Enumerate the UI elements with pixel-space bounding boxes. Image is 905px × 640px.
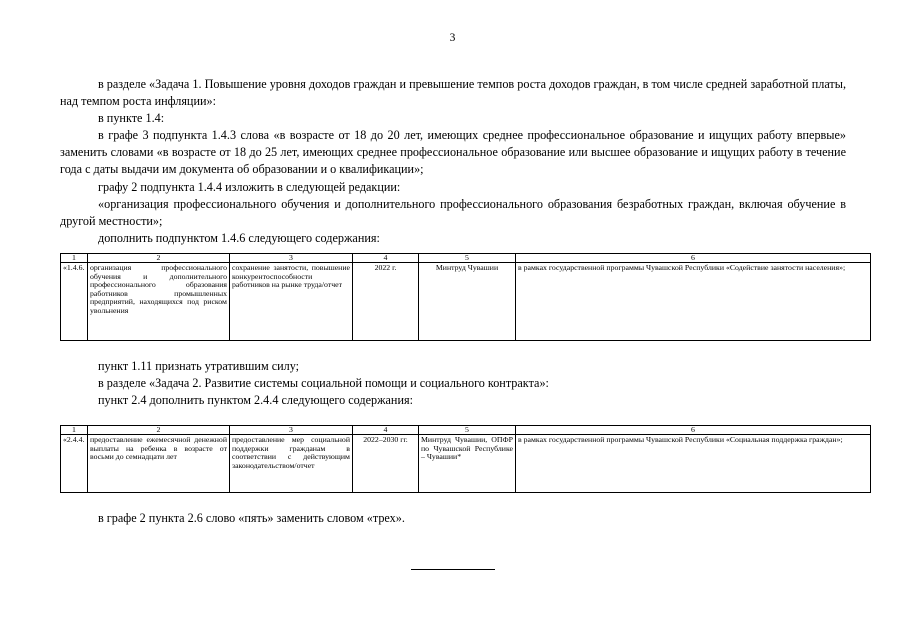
table-row <box>61 263 871 341</box>
column-header: 5 <box>419 426 516 435</box>
expected-result: сохранение занятости, повышение конкурентоспособности работников на рынке труда/отчет <box>230 263 353 341</box>
funding-source: в рамках государственной программы Чувашской Республики «Содействие занятости населения»; <box>516 263 871 341</box>
table-header-row <box>61 426 871 435</box>
text-block-1 <box>60 76 846 247</box>
paragraph: «организация профессионального обучения и дополнительного профессионального образования безработных граждан, включая обучение в другой местности»; <box>60 196 846 228</box>
column-header: 4 <box>353 254 419 263</box>
column-header: 6 <box>516 254 871 263</box>
column-header: 2 <box>88 426 230 435</box>
paragraph: в разделе «Задача 2. Развитие системы социальной помощи и социального контракта»: <box>98 376 549 391</box>
column-header: 1 <box>61 426 88 435</box>
amendment-table-1 <box>60 253 871 341</box>
paragraph: пункт 1.11 признать утратившим силу; <box>98 359 300 373</box>
paragraph: в графе 3 подпункта 1.4.3 слова «в возрасте от 18 до 20 лет, имеющих среднее профессиональное образование и ищущих работу впервые» заменить словами «в возрасте от 18 до 25 лет, имеющих среднее профессиональное образование или высшее образование и ищущих работу в течение года с даты выдачи им документа об образовании и о квалификации»; <box>60 128 846 177</box>
column-header: 6 <box>516 426 871 435</box>
deadline: 2022–2030 гг. <box>353 435 419 493</box>
paragraph: дополнить подпунктом 1.4.6 следующего содержания: <box>98 230 380 245</box>
funding-source: в рамках государственной программы Чувашской Республики «Социальная поддержка граждан»; <box>516 435 871 493</box>
expected-result: предоставление мер социальной поддержки гражданам в соответствии с действующим законодательством/отчет <box>230 435 353 493</box>
page-number: 3 <box>449 32 456 44</box>
text-block-2 <box>60 358 846 409</box>
column-header: 1 <box>61 254 88 263</box>
column-header: 4 <box>353 426 419 435</box>
column-header: 3 <box>230 254 353 263</box>
column-header: 2 <box>88 254 230 263</box>
measure-name: организация профессионального обучения и дополнительного профессионального образования работников промышленных предприятий, находящихся под риском увольнения <box>88 263 230 341</box>
responsible: Минтруд Чувашии <box>419 263 516 341</box>
paragraph: в графе 2 пункта 2.6 слово «пять» заменить словом «трех». <box>98 511 405 525</box>
paragraph: в разделе «Задача 1. Повышение уровня доходов граждан и превышение темпов роста доходов граждан, в том числе средней заработной платы, над темпом роста инфляции»: <box>60 77 846 109</box>
text-block-3 <box>60 510 846 527</box>
item-number: «1.4.6. <box>61 263 88 341</box>
amendment-table-2 <box>60 425 871 493</box>
table-header-row <box>61 254 871 263</box>
separator-line <box>411 569 495 570</box>
paragraph: графу 2 подпункта 1.4.4 изложить в следующей редакции: <box>98 179 401 194</box>
item-number: «2.4.4. <box>61 435 88 493</box>
paragraph: пункт 2.4 дополнить пунктом 2.4.4 следующего содержания: <box>98 393 413 408</box>
column-header: 5 <box>419 254 516 263</box>
responsible: Минтруд Чувашии, ОПФР по Чувашской Республике – Чувашии* <box>419 435 516 493</box>
table-row <box>61 435 871 493</box>
paragraph: в пункте 1.4: <box>98 111 165 126</box>
measure-name: предоставление ежемесячной денежной выплаты на ребенка в возрасте от восьми до семнадцати лет <box>88 435 230 493</box>
column-header: 3 <box>230 426 353 435</box>
deadline: 2022 г. <box>353 263 419 341</box>
